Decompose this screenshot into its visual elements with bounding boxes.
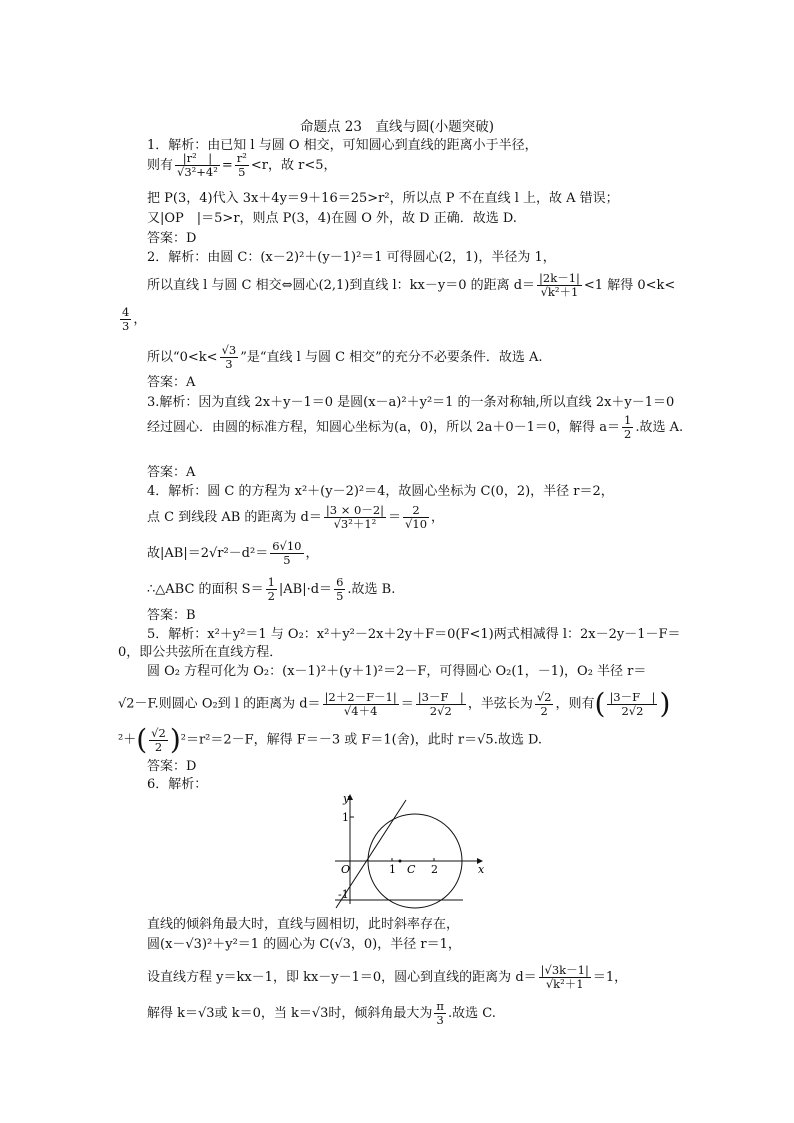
fraction: $\frac{1}{2}$ — [624, 413, 632, 441]
fraction: $\frac{6}{5}$ — [336, 575, 344, 603]
p1-answer: 答案：D — [147, 231, 197, 246]
p5-line4: √2－F.则圆心 O₂到 l 的距离为 d＝ $\frac{|2+2-F-1|}{√4+4}$ ＝ $\frac{|3-F |}{2√2}$ ，半弦长为 $\frac{√2}{2}$ ，则有( $\frac{|3-F |}{2√2}$ ) — [118, 687, 671, 720]
p6-line1: 6．解析： — [147, 777, 208, 792]
fraction: $\frac{6√10}{5}$ — [272, 539, 302, 567]
fraction: $\frac{√3}{3}$ — [221, 343, 237, 371]
p5-line1: 5．解析：x²＋y²＝1 与 O₂：x²＋y²－2x＋2y＋F＝0(F<1)两式相减得 l：2x－2y－1－F＝ — [147, 627, 681, 642]
p4-line1: 4．解析：圆 C 的方程为 x²＋(y－2)²＝4，故圆心坐标为 C(0，2)，半径 r＝2， — [147, 484, 614, 499]
center-label: C — [407, 863, 416, 876]
fraction: $\frac{2}{√10}$ — [405, 503, 428, 531]
fraction: $\frac{√2}{2}$ — [151, 725, 166, 754]
p3-line1: 3.解析：因为直线 2x＋y－1＝0 是圆(x－a)²＋y²＝1 的一条对称轴,所以直线 2x＋y－1＝0 — [147, 395, 675, 410]
x-axis-label: x — [478, 863, 485, 876]
p4-line2: 点 C 到线段 AB 的距离为 d＝ $\frac{|3 \times 0-2|}{\text{√3²＋1²}}$ ＝ $\frac{2}{√10}$ ， — [147, 503, 445, 531]
p1-line2: 则有 $\frac{\text{|r² |}}{\text{√3²+4²}}$ = $\frac{\text{r²}}{5}$ <r，故 r<5， — [147, 151, 337, 179]
p1-line4: 又|OP |＝5>r，则点 P(3，4)在圆 O 外，故 D 正确．故选 D. — [147, 211, 517, 226]
p5-line3: 圆 O₂ 方程可化为 O₂：(x－1)²＋(y＋1)²＝2－F，可得圆心 O₂(1，－1)，O₂ 半径 r＝ — [147, 664, 647, 679]
fraction: $\frac{|2k-1|}{\text{√k²＋1}}$ — [539, 271, 580, 299]
y-tick-1: 1 — [342, 811, 349, 824]
fraction: $\frac{1}{2}$ — [267, 575, 275, 603]
p6-line4: 设直线方程 y＝kx－1，即 kx－y－1＝0，圆心到直线的距离为 d＝ $\frac{|√3k-1|}{\text{√k²＋1}}$ ＝1， — [147, 963, 628, 991]
p3-line2: 经过圆心．由圆的标准方程，知圆心坐标为(a，0)，所以 2a＋0－1＝0，解得 a＝ $\frac{1}{2}$ .故选 A. — [147, 413, 684, 441]
page-title: 命题点 23 直线与圆(小题突破) — [299, 119, 494, 135]
p4-answer: 答案：B — [147, 608, 196, 623]
circle-tangent-figure — [330, 792, 490, 910]
p2-line4: 所以“0<k< $\frac{√3}{3}$ ”是“直线 l 与圆 C 相交”的充分不必要条件．故选 A. — [147, 343, 543, 371]
y-axis-label: y — [343, 792, 350, 805]
fraction: $\frac{|3-F |}{2√2}$ — [609, 689, 656, 718]
fraction: $\frac{\pi}{3}$ — [436, 999, 444, 1027]
y-tick-neg1: -1 — [338, 888, 349, 901]
origin-label: O — [341, 863, 351, 876]
fraction: $\frac{|3 \times 0-2|}{\text{√3²＋1²}}$ — [325, 503, 385, 531]
fraction: $\frac{4}{3}$ — [122, 305, 130, 333]
fraction: $\frac{|2+2-F-1|}{√4+4}$ — [324, 689, 397, 718]
p5-line5: ²＋( $\frac{√2}{2}$ )²＝r²＝2－F，解得 F＝－3 或 F＝1(舍)，此时 r＝√5.故选 D. — [118, 723, 543, 756]
p2-answer: 答案：A — [147, 375, 196, 390]
center-point — [399, 860, 402, 863]
fraction: $\frac{\text{r²}}{5}$ — [236, 151, 247, 179]
p5-line2: 0，即公共弦所在直线方程． — [118, 645, 283, 660]
p6-line3: 圆(x－√3)²＋y²＝1 的圆心为 C(√3，0)，半径 r＝1， — [147, 937, 461, 952]
p1-line1: 1．解析：由已知 l 与圆 O 相交，可知圆心到直线的距离小于半径， — [147, 138, 538, 153]
p6-line5: 解得 k＝√3或 k＝0，当 k＝√3时，倾斜角最大为 $\frac{\pi}{3}$ .故选 C. — [147, 999, 496, 1027]
fraction: $\frac{√2}{2}$ — [536, 689, 552, 718]
x-tick-1: 1 — [389, 863, 396, 876]
p4-line4: ∴△ABC 的面积 S＝ $\frac{1}{2}$ |AB|·d＝ $\frac{6}{5}$ .故选 B. — [147, 575, 396, 603]
fraction: $\frac{|√3k-1|}{\text{√k²＋1}}$ — [540, 963, 589, 991]
p6-line2: 直线的倾斜角最大时，直线与圆相切，此时斜率存在， — [147, 917, 460, 932]
p1-line3: 把 P(3，4)代入 3x＋4y＝9＋16＝25>r²，所以点 P 不在直线 l 上，故 A 错误； — [147, 191, 619, 206]
fraction: $\frac{\text{|r² |}}{\text{√3²+4²}}$ — [177, 151, 218, 179]
p2-line1: 2．解析：由圆 C：(x－2)²＋(y－1)²＝1 可得圆心(2，1)，半径为 1， — [147, 250, 556, 265]
fraction: $\frac{|3-F |}{2√2}$ — [417, 689, 464, 718]
p3-answer: 答案：A — [147, 465, 196, 480]
x-tick-2: 2 — [431, 863, 438, 876]
p5-answer: 答案：D — [147, 759, 197, 774]
p2-line2: 所以直线 l 与圆 C 相交⇔圆心(2,1)到直线 l：kx－y＝0 的距离 d＝ $\frac{|2k-1|}{\text{√k²＋1}}$ <1 解得 0<k< — [147, 271, 676, 299]
p2-line3: $\frac{4}{3}$ ， — [122, 305, 147, 333]
p4-line3: 故|AB|＝2√r²－d²＝ $\frac{6√10}{5}$ ， — [147, 539, 319, 567]
